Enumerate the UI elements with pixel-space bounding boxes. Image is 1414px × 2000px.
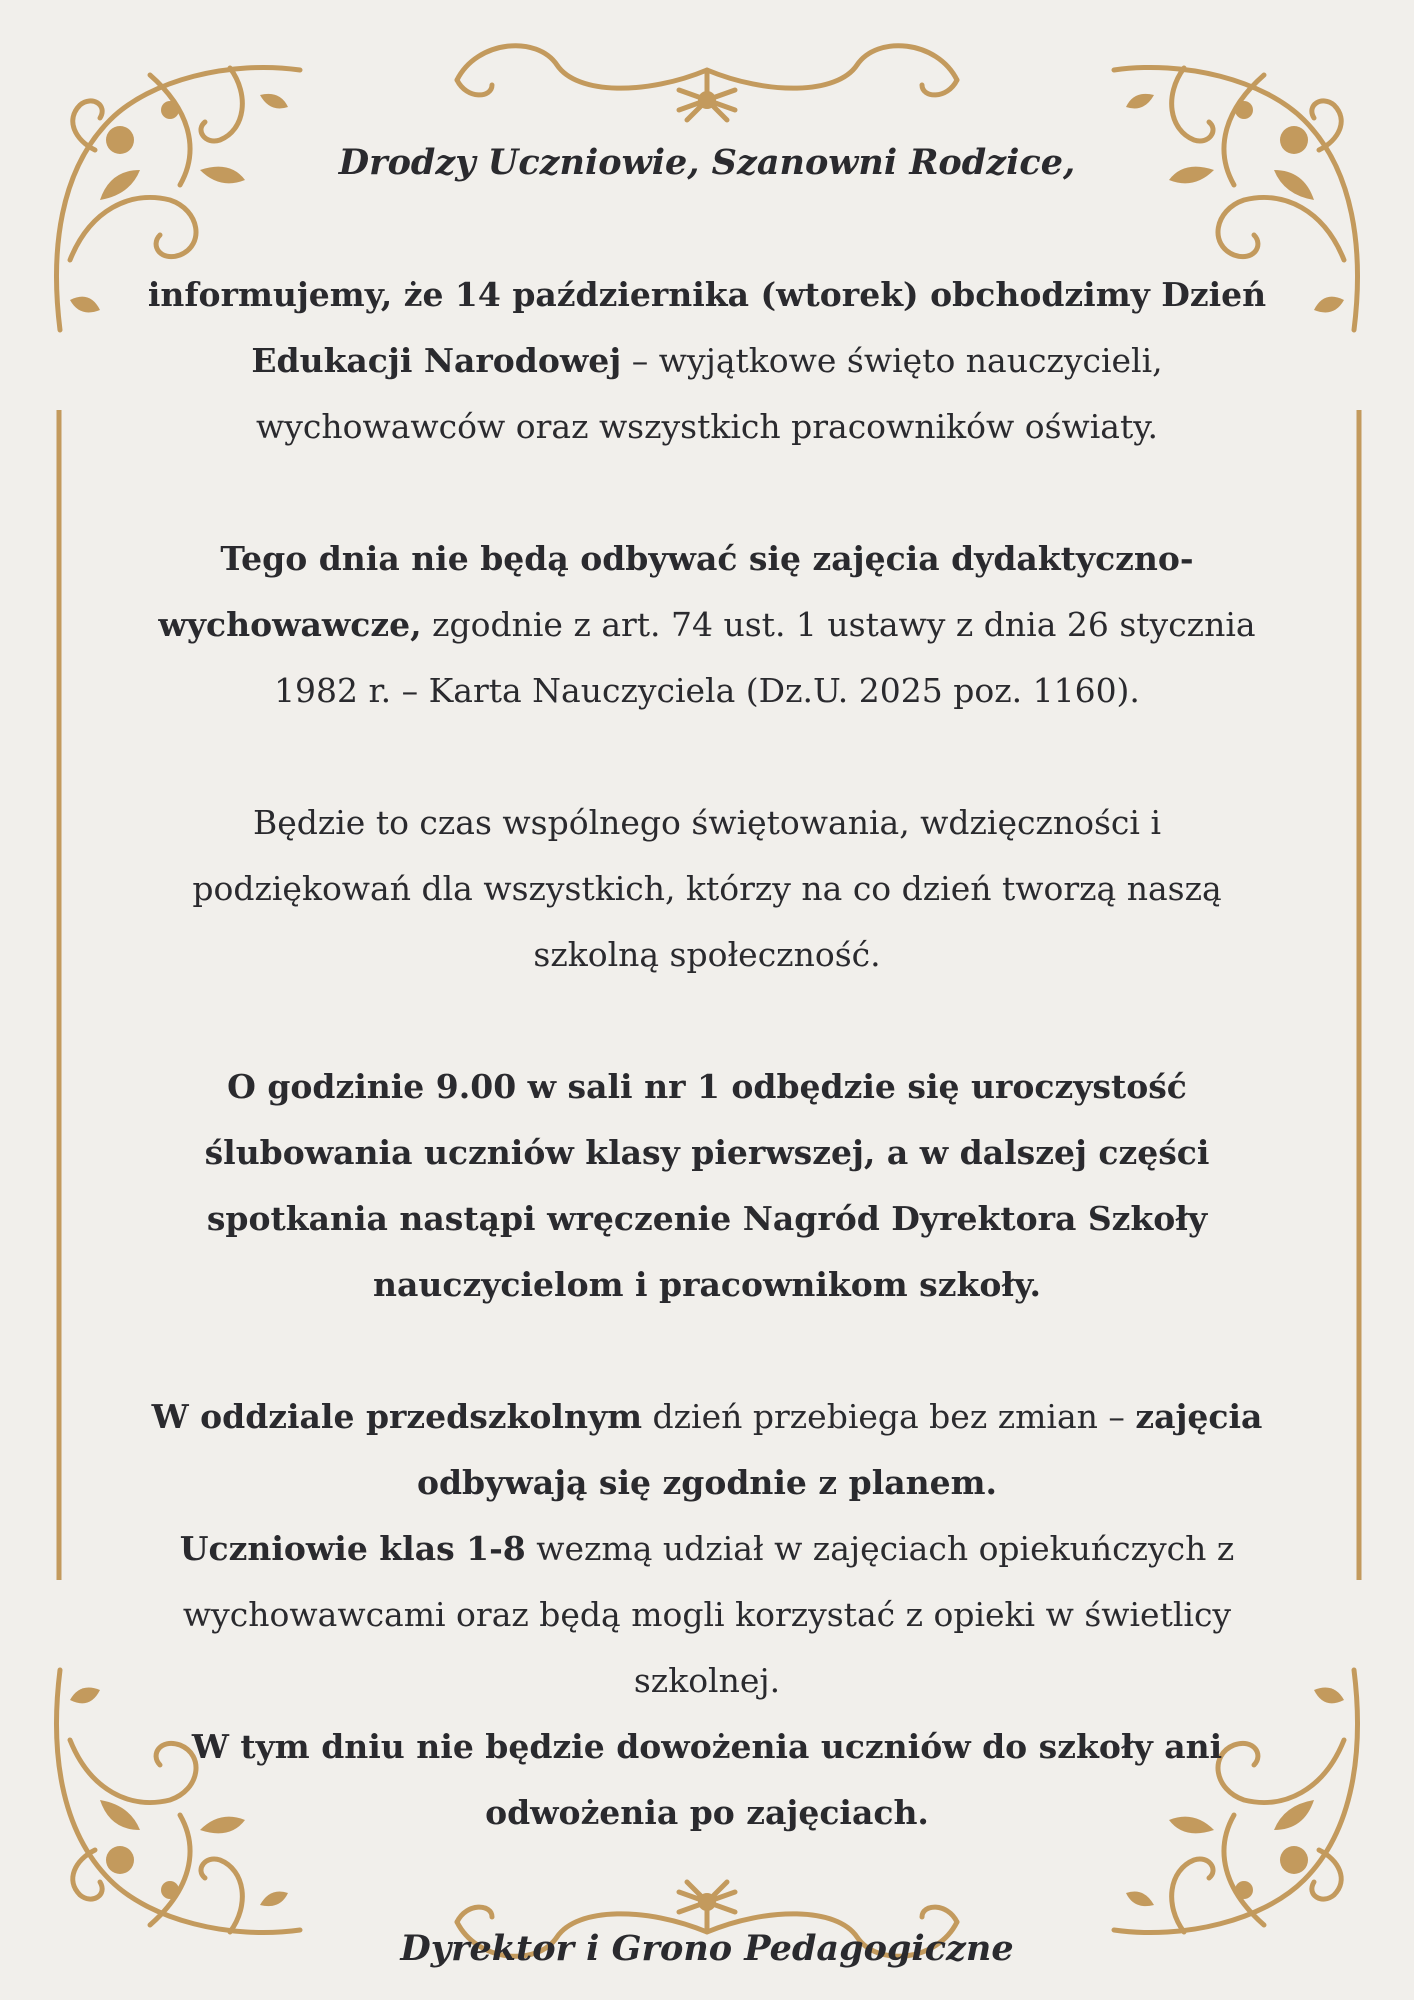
paragraph-preschool — [140, 1384, 1274, 1516]
paragraph-holiday-info-bold: informujemy, że 14 października (wtorek) obchodzimy Dzień Edukacji Narodowej — [147, 275, 1267, 380]
paragraph-no-classes-text: zgodnie z art. 74 ust. 1 ustawy z dnia 26 stycznia 1982 r. – Karta Nauczyciela (Dz.U. 2025 poz. 1160). — [274, 605, 1256, 710]
paragraph-students-care — [140, 1516, 1274, 1714]
signature: Dyrektor i Grono Pedagogiczne — [400, 1928, 1014, 1969]
paragraph-no-classes-bold: Tego dnia nie będą odbywać się zajęcia dydaktyczno-wychowawcze, — [158, 539, 1194, 644]
paragraph-holiday-info — [140, 262, 1274, 460]
paragraph-holiday-info-text: – wyjątkowe święto nauczycieli, wychowawców oraz wszystkich pracowników oświaty. — [256, 341, 1163, 446]
students-care-bold: Uczniowie klas 1-8 — [179, 1529, 526, 1568]
students-care-text: wezmą udział w zajęciach opiekuńczych z wychowawcami oraz będą mogli korzystać z opieki w świetlicy szkolnej. — [182, 1529, 1235, 1700]
top-center-ornament — [457, 46, 957, 120]
paragraph-ceremony: O godzinie 9.00 w sali nr 1 odbędzie się uroczystość ślubowania uczniów klasy pierwszej, a w dalszej części spotkania nastąpi wręczenie Nagród Dyrektora Szkoły nauczycielom i pracownikom szkoły. — [204, 1067, 1210, 1304]
paragraph-celebration: Będzie to czas wspólnego świętowania, wdzięczności i podziękowań dla wszystkich, którzy na co dzień tworzą naszą szkolną społeczność. — [192, 803, 1222, 974]
paragraph-transport: W tym dniu nie będzie dowożenia uczniów do szkoły ani odwożenia po zajęciach. — [191, 1727, 1223, 1832]
greeting: Drodzy Uczniowie, Szanowni Rodzice, — [338, 142, 1076, 183]
preschool-schedule-bold: zajęcia odbywają się zgodnie z planem. — [416, 1397, 1263, 1502]
paragraph-no-classes — [140, 526, 1274, 724]
preschool-bold: W oddziale przedszkolnym — [151, 1397, 643, 1436]
letter-body — [140, 130, 1274, 1982]
preschool-text: dzień przebiega bez zmian – — [642, 1397, 1136, 1436]
